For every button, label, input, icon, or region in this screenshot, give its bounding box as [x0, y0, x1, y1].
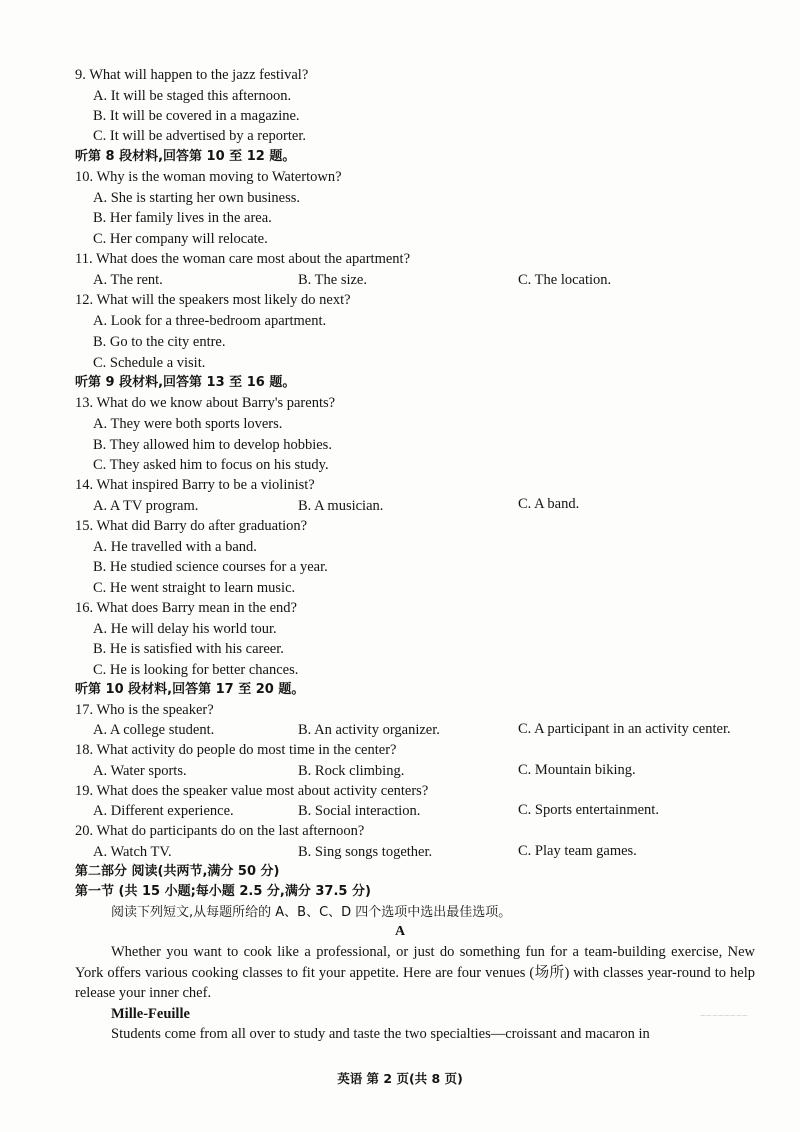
question-19-option-b: B. Social interaction.	[298, 803, 421, 819]
question-9-option-c: C. It will be advertised by a reporter.	[93, 128, 307, 144]
question-13-option-b: B. They allowed him to develop hobbies.	[93, 437, 332, 453]
question-20-option-b: B. Sing songs together.	[298, 844, 433, 860]
question-9-option-b: B. It will be covered in a magazine.	[93, 108, 300, 124]
question-11-option-a: A. The rent.	[93, 272, 163, 288]
reading-instruction: 阅读下列短文,从每题所给的 A、B、C、D 四个选项中选出最佳选项。	[111, 905, 512, 920]
question-10-option-a: A. She is starting her own business.	[93, 190, 301, 206]
question-12-option-a: A. Look for a three-bedroom apartment.	[93, 313, 327, 329]
question-12-option-c: C. Schedule a visit.	[93, 355, 206, 371]
question-14-option-b: B. A musician.	[298, 498, 384, 514]
question-14-stem: 14. What inspired Barry to be a violinist?	[75, 477, 315, 493]
question-16-option-b: B. He is satisfied with his career.	[93, 641, 284, 657]
question-19-stem: 19. What does the speaker value most about activity centers?	[75, 783, 429, 799]
question-11-option-c: C. The location.	[518, 272, 612, 288]
question-11-option-b: B. The size.	[298, 272, 367, 288]
question-20-option-c: C. Play team games.	[518, 843, 637, 859]
reading-part-title: 第二部分 阅读(共两节,满分 50 分)	[75, 864, 280, 879]
passage-letter: A	[394, 924, 406, 939]
question-16-option-a: A. He will delay his world tour.	[93, 621, 277, 637]
question-9-option-a: A. It will be staged this afternoon.	[93, 88, 292, 104]
question-10-option-b: B. Her family lives in the area.	[93, 210, 272, 226]
venue-1-text: Students come from all over to study and taste the two specialties—croissant and macaron in	[111, 1026, 650, 1042]
question-13-option-c: C. They asked him to focus on his study.	[93, 457, 329, 473]
question-18-option-a: A. Water sports.	[93, 763, 187, 779]
question-15-option-a: A. He travelled with a band.	[93, 539, 257, 555]
question-19-option-c: C. Sports entertainment.	[518, 802, 659, 818]
question-10-option-c: C. Her company will relocate.	[93, 231, 268, 247]
venue-1-title: Mille-Feuille	[111, 1006, 190, 1022]
question-14-option-c: C. A band.	[518, 496, 580, 512]
question-19-option-a: A. Different experience.	[93, 803, 234, 819]
question-15-option-c: C. He went straight to learn music.	[93, 580, 296, 596]
question-10-stem: 10. Why is the woman moving to Watertown?	[75, 169, 342, 185]
question-11-stem: 11. What does the woman care most about the apartment?	[75, 251, 411, 267]
question-18-option-b: B. Rock climbing.	[298, 763, 405, 779]
listening-instruction-8: 听第 8 段材料,回答第 10 至 12 题。	[75, 149, 296, 164]
question-17-option-b: B. An activity organizer.	[298, 722, 440, 738]
question-15-option-b: B. He studied science courses for a year.	[93, 559, 328, 575]
listening-instruction-10: 听第 10 段材料,回答第 17 至 20 题。	[75, 682, 305, 697]
question-12-stem: 12. What will the speakers most likely do next?	[75, 292, 351, 308]
question-17-option-a: A. A college student.	[93, 722, 215, 738]
question-17-stem: 17. Who is the speaker?	[75, 702, 214, 718]
question-16-option-c: C. He is looking for better chances.	[93, 662, 299, 678]
question-17-option-c: C. A participant in an activity center.	[518, 721, 731, 737]
question-16-stem: 16. What does Barry mean in the end?	[75, 600, 297, 616]
question-18-option-c: C. Mountain biking.	[518, 762, 636, 778]
question-12-option-b: B. Go to the city entre.	[93, 334, 226, 350]
question-18-stem: 18. What activity do people do most time in the center?	[75, 742, 397, 758]
page-footer: 英语 第 2 页(共 8 页)	[337, 1071, 463, 1086]
passage-intro-paragraph: Whether you want to cook like a professional, or just do something fun for a team-building exercise, New York offers various cooking classes to fit your appetite. Here are four venues (场所) with classes year-round to help release your inner chef.	[75, 944, 755, 1001]
reading-section1-title: 第一节 (共 15 小题;每小题 2.5 分,满分 37.5 分)	[75, 884, 371, 899]
question-20-stem: 20. What do participants do on the last afternoon?	[75, 823, 365, 839]
question-14-option-a: A. A TV program.	[93, 498, 199, 514]
question-13-stem: 13. What do we know about Barry's parents?	[75, 395, 336, 411]
question-13-option-a: A. They were both sports lovers.	[93, 416, 283, 432]
question-15-stem: 15. What did Barry do after graduation?	[75, 518, 308, 534]
listening-instruction-9: 听第 9 段材料,回答第 13 至 16 题。	[75, 375, 296, 390]
bleed-through-mark: ~~~~~~~~	[700, 1008, 749, 1019]
question-9-stem: 9. What will happen to the jazz festival?	[75, 67, 309, 83]
question-20-option-a: A. Watch TV.	[93, 844, 172, 860]
